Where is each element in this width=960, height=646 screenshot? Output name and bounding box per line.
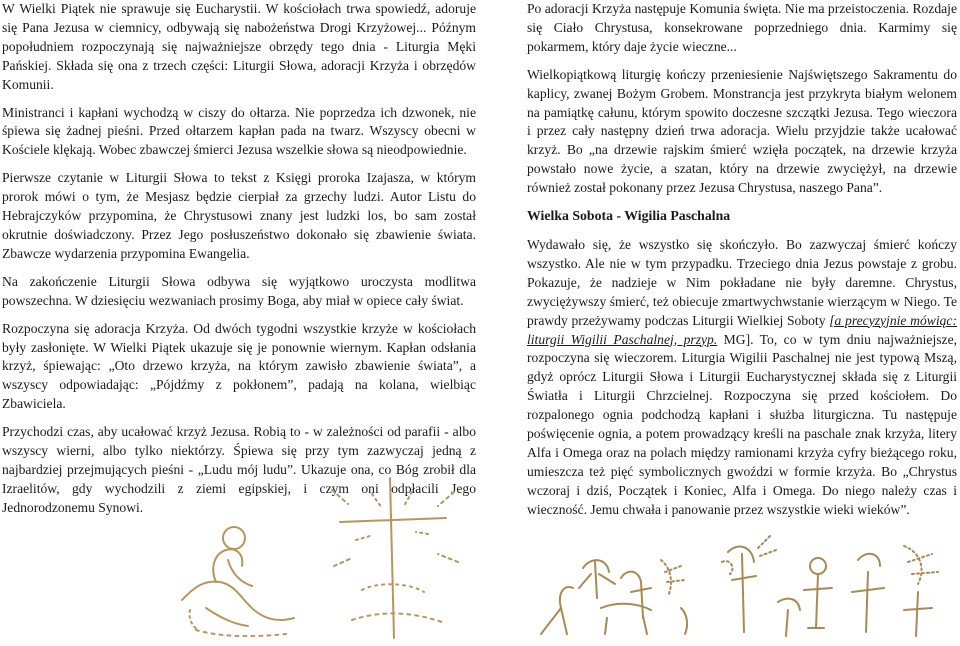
editorial-note: [a precyzyjnie mówiąc: liturgii Wigilii Paschalnej, przyp. [527, 312, 957, 347]
right-column [527, 0, 957, 529]
procession-illustration [531, 548, 701, 640]
cross-illustration [312, 470, 476, 642]
paragraph: Wielkopiątkową liturgię kończy przeniesienie Najświętszego Sakramentu do kaplicy, zwanej Bożym Grobem. Monstrancja jest przykryta białym welonem na pamiątkę całunu, którym spowito doczesne szczątki Jezusa. Tego wieczora i przez cały następny dzień trwa adoracja. Wielu przyjdzie także ucałować krzyż. Bo „na drzewie rajskim śmierć wzięła początek, na drzewie krzyża powstało nowe życie, a szatan, który na drzewie zwyciężył, na drzewie również został pokonany przez Jezusa Chrystusa, naszego Pana”. [527, 66, 957, 196]
paragraph: W Wielki Piątek nie sprawuje się Eucharystii. W kościołach trwa spowiedź, adoruje się Pana Jezusa w ciemnicy, odbywają się nabożeństwa Drogi Krzyżowej... Późnym popołudniem rozpoczynają się najważniejsze obrzędy tego dnia - Liturgia Męki Pańskiej. Składa się ona z trzech części: Liturgii Słowa, adoracji Krzyża i obrzędów Komunii. [2, 1, 476, 92]
paragraph: Ministranci i kapłani wychodzą w ciszy do ołtarza. Nie poprzedza ich dzwonek, nie śpiewa się żadnej pieśni. Przed ołtarzem kapłan pada na twarz. Wszyscy obecni w Kościele klękają. Wobec zbawczej śmierci Jezusa wszelkie słowa są nieodpowiednie. [2, 104, 476, 158]
paragraph: Rozpoczyna się adoracja Krzyża. Od dwóch tygodni wszystkie krzyże w kościołach były zasłonięte. W Wielki Piątek ukazuje się je ponownie wiernym. Kapłan odsłania krzyż, śpiewając: „Oto drzewo krzyża, na którym zawisło zbawienie świata”, a wszyscy odpowiadając: „Pójdźmy z pokłonem”, padają na kolana, wielbiąc Zbawiciela. [2, 320, 476, 412]
kneeling-figure-illustration [176, 490, 306, 642]
paragraph: Pierwsze czytanie w Liturgii Słowa to tekst z Księgi proroka Izajasza, w którym prorok mówi o tym, że Mesjasz będzie cierpiał za grzechy ludzi. Autor Listu do Hebrajczyków przypomina, że Chrystusowi znany jest ludzki los, bo sam został okrutnie doświadczony. Przez Jego posłuszeństwo dokonało się zbawienie świata. Zbawcze wydarzenia przypomina Ewangelia. [2, 170, 476, 261]
paragraph [527, 236, 957, 520]
paragraph: Na zakończenie Liturgii Słowa odbywa się wyjątkowo uroczysta modlitwa powszechna. W dziesięciu wezwaniach prosimy Boga, aby miał w opiece cały świat. [2, 273, 476, 308]
paragraph: Przychodzi czas, aby ucałować krzyż Jezusa. Robią to - w zależności od parafii - albo wszyscy wierni, albo tylko niektórzy. Śpiewa się przy tym zazwyczaj jedną z najbardziej przejmujących pieśni - „Ludu mój ludu”. Ukazuje ona, co Bóg zrobił dla Izraelitów, gdy wychodzili z ziemi egipskiej, i czym oni odpłacili Jego Jednorodzonemu Synowi. [2, 424, 476, 515]
crowd-with-palms-illustration [708, 532, 958, 642]
paragraph: Po adoracji Krzyża następuje Komunia święta. Nie ma przeistoczenia. Rozdaje się Ciało Chrystusa, konsekrowane poprzedniego dnia. Karmimy się pokarmem, który daje życie wieczne... [527, 1, 957, 54]
left-column [2, 0, 476, 527]
paragraph-text: Wydawało się, że wszystko się skończyło. Bo zazwyczaj śmierć kończy wszystko. Ale nie w tym przypadku. Trzeciego dnia Jezus powstaje z grobu. Pokazuje, że nadzieje w Nim pokładane nie były daremne. Chrystus, zwyciężywszy śmierć, też obiecuje zmartwychwstanie wierzącym w Niego. Te prawdy przeżywamy podczas Liturgii Wielkiej Soboty [527, 236, 957, 328]
paragraph-text: MG]. To, co w tym dniu najważniejsze, rozpoczyna się wieczorem. Liturgia Wigilii Paschalnej nie jest typową Mszą, gdyż oprócz Liturgii Słowa i Liturgii Eucharystycznej składa się z Liturgii Światła i Liturgii Chrzcielnej. Rozpoczyna się przed kościołem. Do rozpalonego ognia podchodzą kapłani i służba liturgiczna. Tu następuje poświęcenie ognia, a potem prowadzący kreśli na paschale znak krzyża, litery Alfa i Omega oraz na polach między ramionami krzyża cyfry bieżącego roku, umieszcza też pięć symbolicznych gwoździ w formie krzyża. Bo „Chrystus wczoraj i dziś, Początek i Koniec, Alfa i Omega. Do niego należy czas i wieczność. Jemu chwała i panowanie przez wszystkie wieki wieków”. [527, 331, 958, 517]
section-heading: Wielka Sobota - Wigilia Paschalna [527, 208, 731, 224]
